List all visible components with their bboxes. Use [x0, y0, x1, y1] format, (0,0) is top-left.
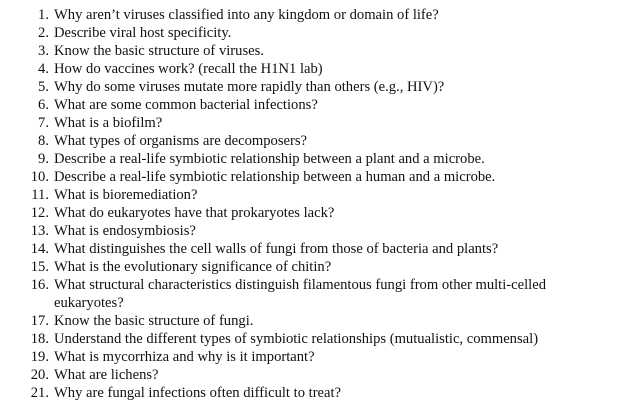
item-number: 1. — [38, 7, 49, 23]
item-text: Why aren’t viruses classified into any kingdom or domain of life? — [54, 7, 439, 23]
item-number: 7. — [38, 115, 49, 131]
item-number: 3. — [38, 43, 49, 59]
item-number: 15. — [30, 259, 49, 275]
list-item — [0, 348, 628, 366]
item-text: What is a biofilm? — [54, 115, 163, 131]
item-text: Describe a real-life symbiotic relationship between a plant and a microbe. — [54, 151, 485, 167]
item-text: What do eukaryotes have that prokaryotes lack? — [54, 205, 335, 221]
item-text: What are some common bacterial infections? — [54, 97, 318, 113]
list-item — [0, 78, 628, 96]
item-text: Know the basic structure of fungi. — [54, 313, 254, 329]
item-text: What is bioremediation? — [54, 187, 198, 203]
item-number: 9. — [38, 151, 49, 167]
item-text: What are lichens? — [54, 367, 159, 383]
item-number: 14. — [30, 241, 49, 257]
item-number: 16. — [30, 277, 49, 293]
list-item — [0, 384, 628, 402]
list-item — [0, 24, 628, 42]
list-item — [0, 240, 628, 258]
item-number: 19. — [30, 349, 49, 365]
item-number: 4. — [38, 61, 49, 77]
list-item — [0, 276, 628, 312]
list-item — [0, 6, 628, 24]
list-item — [0, 258, 628, 276]
list-item — [0, 222, 628, 240]
item-text: What distinguishes the cell walls of fungi from those of bacteria and plants? — [54, 241, 499, 257]
list-item — [0, 150, 628, 168]
list-item — [0, 204, 628, 222]
item-text: What is mycorrhiza and why is it important? — [54, 349, 315, 365]
item-number: 8. — [38, 133, 49, 149]
list-item — [0, 132, 628, 150]
list-item — [0, 42, 628, 60]
item-text: What is endosymbiosis? — [54, 223, 196, 239]
question-list — [0, 6, 628, 402]
item-number: 11. — [31, 187, 49, 203]
list-item — [0, 330, 628, 348]
item-text: Describe viral host specificity. — [54, 25, 232, 41]
list-item — [0, 186, 628, 204]
item-text: Describe a real-life symbiotic relationship between a human and a microbe. — [54, 169, 496, 185]
item-number: 18. — [30, 331, 49, 347]
item-number: 17. — [30, 313, 49, 329]
item-text: What types of organisms are decomposers? — [54, 133, 308, 149]
list-item — [0, 96, 628, 114]
item-text: Understand the different types of symbiotic relationships (mutualistic, commensal) — [54, 331, 539, 347]
item-number: 12. — [30, 205, 49, 221]
item-text: Know the basic structure of viruses. — [54, 43, 264, 59]
item-number: 2. — [38, 25, 49, 41]
item-text: How do vaccines work? (recall the H1N1 lab) — [54, 61, 323, 77]
list-item — [0, 366, 628, 384]
list-item — [0, 60, 628, 78]
item-number: 21. — [30, 385, 49, 401]
item-text: What is the evolutionary significance of chitin? — [54, 259, 332, 275]
item-number: 20. — [30, 367, 49, 383]
item-text: What structural characteristics distinguish filamentous fungi from other multi-celled eukaryotes? — [54, 277, 546, 311]
item-number: 13. — [30, 223, 49, 239]
item-number: 5. — [38, 79, 49, 95]
list-item — [0, 312, 628, 330]
list-item — [0, 168, 628, 186]
item-text: Why are fungal infections often difficult to treat? — [54, 385, 342, 401]
item-number: 10. — [30, 169, 49, 185]
item-number: 6. — [38, 97, 49, 113]
item-text: Why do some viruses mutate more rapidly than others (e.g., HIV)? — [54, 79, 445, 95]
list-item — [0, 114, 628, 132]
